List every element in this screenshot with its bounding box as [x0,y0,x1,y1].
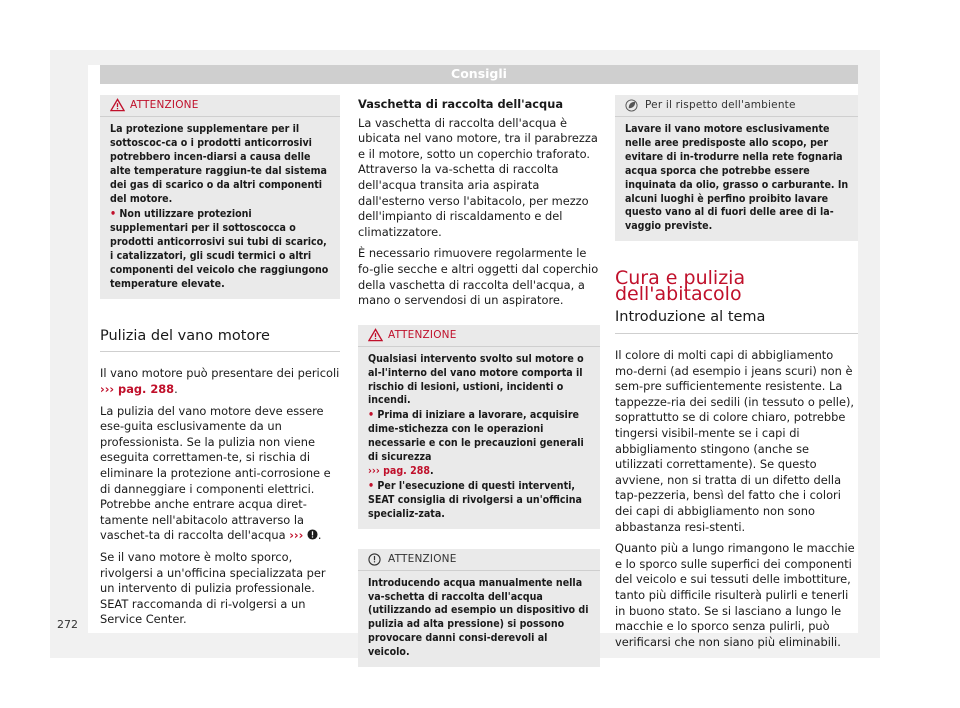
warning-bullet-text: Prima di iniziare a lavorare, acquisire dime-stichezza con le operazioni necessarie e con le precauzioni generali di sicurezza [368,409,584,464]
environment-leaf-icon [625,99,638,112]
paragraph [100,404,340,544]
environment-box-label: Per il rispetto dell'ambiente [645,99,796,111]
warning-box-body [100,117,340,299]
paragraph: La vaschetta di raccolta dell'acqua è ubicata nel vano motore, tra il parabrezza e il motore, sotto un coperchio traforato. Attraverso la va-schetta di raccolta dell'acqua transita aria aspirata dall'esterno verso l'abitacolo, per mezzo dell'impianto di riscaldamento e del climatizzatore. [358,115,598,239]
column-1 [100,95,340,634]
warning-box-body [358,347,600,529]
page-reference-link[interactable]: ››› pag. 288 [368,464,431,477]
paragraph: Se il vano motore è molto sporco, rivolgersi a un'officina specializzata per un intervento di pulizia professionale. SEAT raccomanda di ri-volgersi a un Service Center. [100,550,326,627]
page-reference-link[interactable]: ››› pag. 288 [100,382,175,397]
warning-bullet-text: Non utilizzare protezioni supplementari per il sottoscocca o prodotti anticorrosivi sui tubi di scarico, i catalizzatori, gli scudi termici o altri componenti del veicolo che raggiungono temperature elevate. [110,208,329,290]
subsection-title: Vaschetta di raccolta dell'acqua [358,97,564,111]
paragraph-text: Il vano motore può presentare dei pericoli [100,366,340,381]
bullet-icon: • [110,208,120,221]
paragraph-text: La pulizia del vano motore deve essere ese-guita esclusivamente da un professionista. Se la pulizia non viene eseguita correttamen-te, si rischia di eliminare la protezione anti-corrosione e di danneggiare i componenti elettrici. Potrebbe anche entrare acqua diret-tamente nell'abitacolo attraverso la vaschet-ta di raccolta dell'acqua [100,403,331,543]
chapter-title: Cura e pulizia dell'abitacolo [615,267,746,305]
section-heading-block [100,329,340,353]
subtitle-block [615,310,858,334]
warning-text: Qualsiasi intervento svolto sul motore o al-l'interno del vano motore comporta il rischio di lesioni, ustioni, incidenti o incendi. [368,352,584,407]
paragraph: È necessario rimuovere regolarmente le fo-glie secche e altri oggetti dal coperchio della vaschetta di raccolta dell'acqua, a mano o servendosi di un aspiratore. [358,246,599,308]
subtitle: Introduzione al tema [615,309,766,326]
caution-box [358,549,600,667]
warning-bullet [368,480,592,522]
warning-box-label: ATTENZIONE [388,328,457,341]
caution-circle-icon [368,553,381,566]
column-2 [358,95,600,667]
warning-bullet [110,208,332,291]
environment-box-header [615,95,858,117]
paragraph: Quanto più a lungo rimangono le macchie e lo sporco sulle superfici dei componenti del veicolo e sui tessuti delle imbottiture, tanto più difficile risulterà pulirli e tenerli in buono stato. Se si lasciano a lungo le macchie e lo sporco senza pulirli, può verificarsi che non siano più eliminabili. [615,541,855,649]
caution-box-header [358,549,600,571]
warning-box-label: ATTENZIONE [130,99,199,111]
bullet-icon: • [368,479,378,492]
paragraph: Il colore di molti capi di abbigliamento mo-derni (ad esempio i jeans scuri) non è sem-pre sufficientemente resistente. La tappezze-ria dei sedili (in tessuto o pelle), soprattutto se di colore chiaro, potrebbe tingersi visibil-mente se i capi di abbigliamento stingono (anche se utilizzati correttamente). Se questo avviene, non si tratta di un difetto della tap-pezzeria, bensì del fatto che i colori dei capi di abbigliamento non sono abbastanza resi-stenti. [615,348,855,534]
column-3 [615,95,858,656]
caution-box-body [358,571,600,667]
reference-link[interactable]: ››› [289,528,304,543]
environment-box [615,95,858,241]
warning-box-header [358,325,600,347]
warning-bullet-text: Per l'esecuzione di questi interventi, SEAT consiglia di rivolgersi a un'officina specializ-zata. [368,479,582,520]
warning-box-underbody [100,95,340,299]
punctuation: . [317,528,322,543]
punctuation: . [174,382,178,397]
punctuation: . [430,464,434,477]
caution-box-label: ATTENZIONE [388,552,457,565]
warning-box-engine [358,325,600,529]
warning-text: La protezione supplementare per il sottoscoc-ca o i prodotti anticorrosivi potrebbero incen-diarsi a causa delle alte temperature raggiun-te dal sistema dei gas di scarico o da altri componenti del motore. [110,123,327,205]
section-header [100,65,858,84]
environment-box-body [615,117,858,241]
warning-triangle-icon [110,98,125,112]
warning-bullet [368,409,592,479]
page-number: 272 [57,618,78,631]
warning-box-header [100,95,340,117]
section-title: Pulizia del vano motore [100,327,270,344]
environment-text: Lavare il vano motore esclusivamente nelle aree predisposte allo scopo, per evitare di in-trodurre nella rete fognaria acqua sporca che potrebbe essere inquinata da olio, grasso o carburante. In alcuni luoghi è perfino proibito lavare questo vano al di fuori delle aree di la-vaggio previste. [625,123,849,233]
exclamation-circle-icon [307,529,318,540]
paragraph [100,366,340,397]
caution-text: Introducendo acqua manualmente nella va-schetta di raccolta dell'acqua (utilizzando ad esempio un dispositivo di pulizia ad alta pressione) si possono provocare danni consi-derevoli al veicolo. [368,576,589,659]
bullet-icon: • [368,409,378,422]
warning-triangle-icon [368,328,383,342]
section-header-title: Consigli [451,66,507,81]
